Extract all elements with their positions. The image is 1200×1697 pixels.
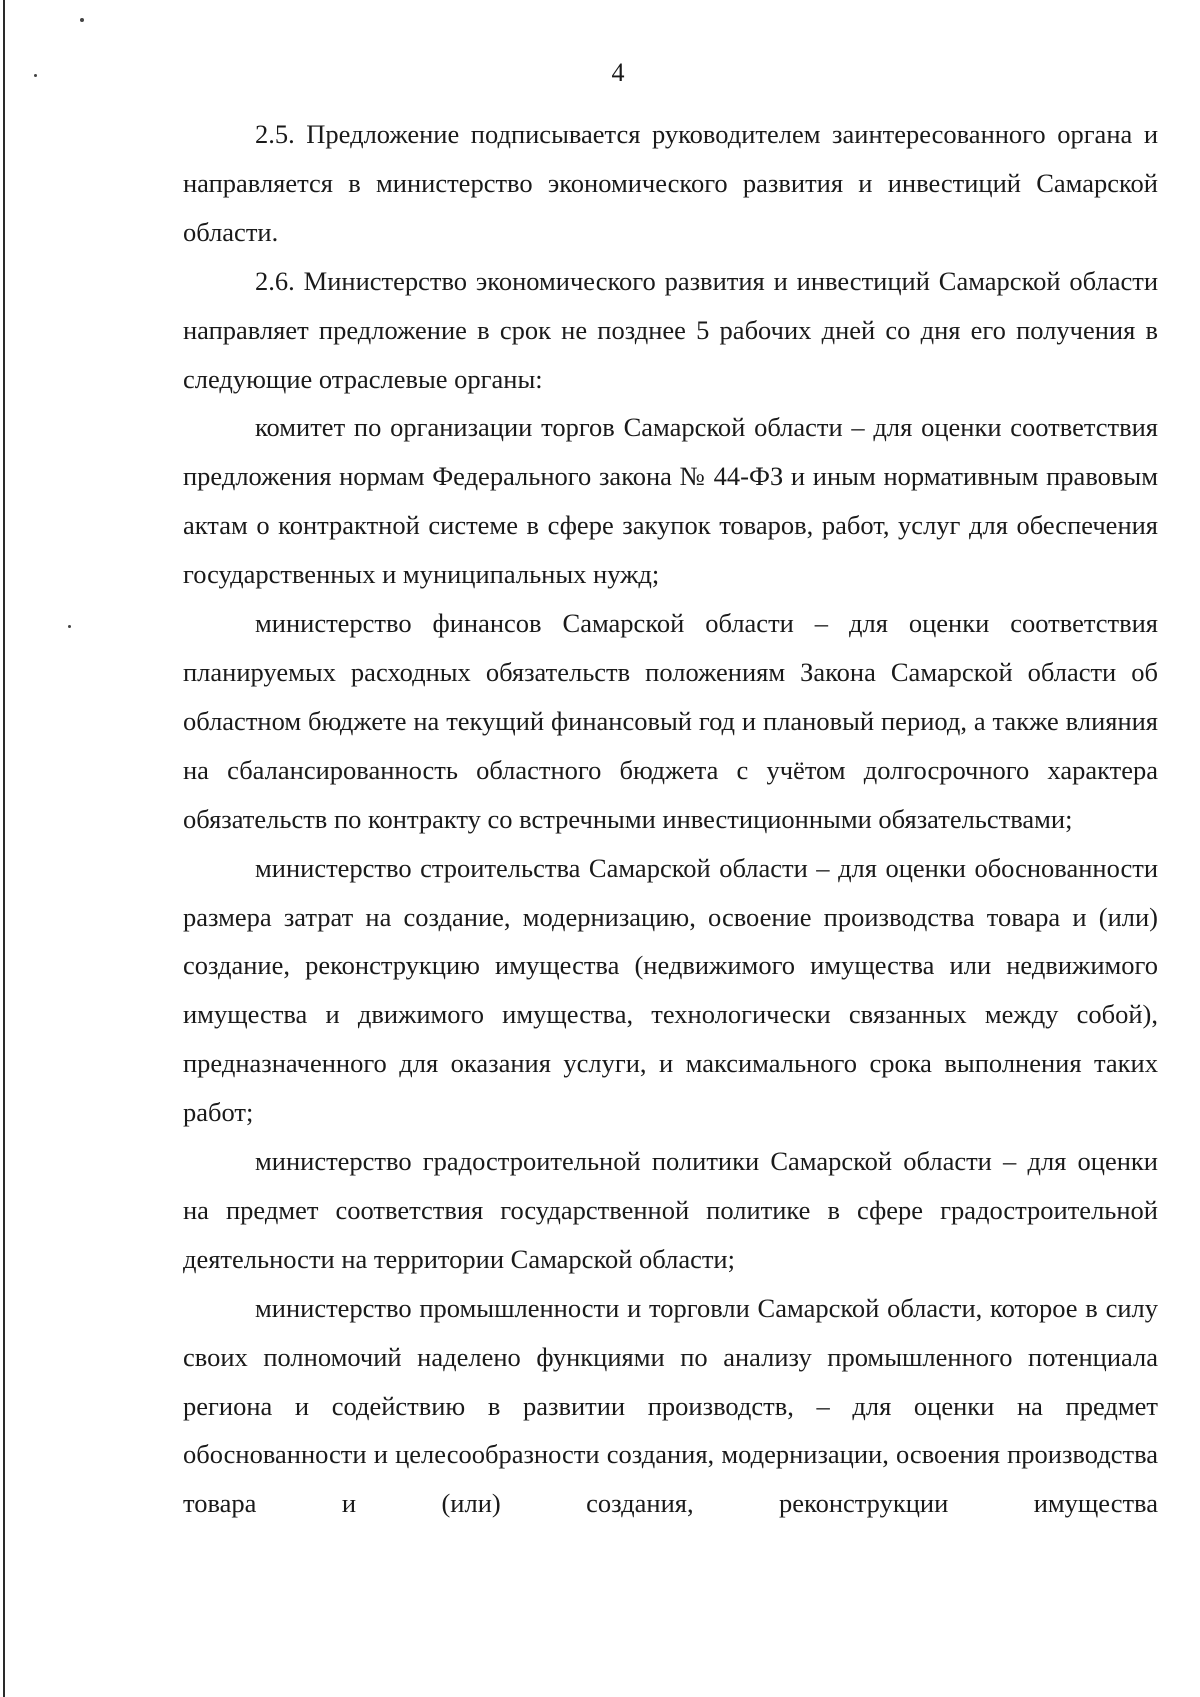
page-left-edge [3,0,5,1697]
paragraph-finance-ministry: министерство финансов Самарской области – для оценки соответствия планируемых расходных обязательств положениям Закона Самарской области об областном бюджете на текущий финансовый год и плановый период, а также влияния на сбалансированность областного бюджета с учётом долгосрочного характера обязательств по контракту со встречными инвестиционными обязательствами; [183,608,1158,834]
paragraph-urban-planning-ministry: министерство градостроительной политики Самарской области – для оценки на предмет соответствия государственной политике в сфере градостроительной деятельности на территории Самарской области; [183,1146,1158,1274]
page-number: 4 [611,58,625,87]
paragraph-trade-committee: комитет по организации торгов Самарской области – для оценки соответствия предложения нормам Федерального закона № 44-ФЗ и иным нормативным правовым актам о контрактной системе в сфере закупок товаров, работ, услуг для обеспечения государственных и муниципальных нужд; [183,412,1158,590]
paragraph-2-5: 2.5. Предложение подписывается руководителем заинтересованного органа и направляется в министерство экономического развития и инвестиций Самарской области. [183,119,1158,247]
paragraph-2-6: 2.6. Министерство экономического развития и инвестиций Самарской области направляет предложение в срок не позднее 5 рабочих дней со дня его получения в следующие отраслевые органы: [183,265,1158,394]
scan-speck [68,625,71,628]
scan-speck [80,18,84,22]
document-body [183,110,1158,1528]
paragraph-industry-ministry: министерство промышленности и торговли Самарской области, которое в силу своих полномочий наделено функциями по анализу промышленного потенциала региона и содействию в развитии производств, – для оценки на предмет обоснованности и целесообразности создания, модернизации, освоения производства товара и (или) создания, реконструкции имущества [183,1292,1158,1519]
paragraph-construction-ministry: министерство строительства Самарской области – для оценки обоснованности размера затрат на создание, модернизацию, освоение производства товара и (или) создание, реконструкцию имущества (недвижимого имущества или недвижимого имущества и движимого имущества, технологически связанных между собой), предназначенного для оказания услуги, и максимального срока выполнения таких работ; [183,852,1158,1128]
